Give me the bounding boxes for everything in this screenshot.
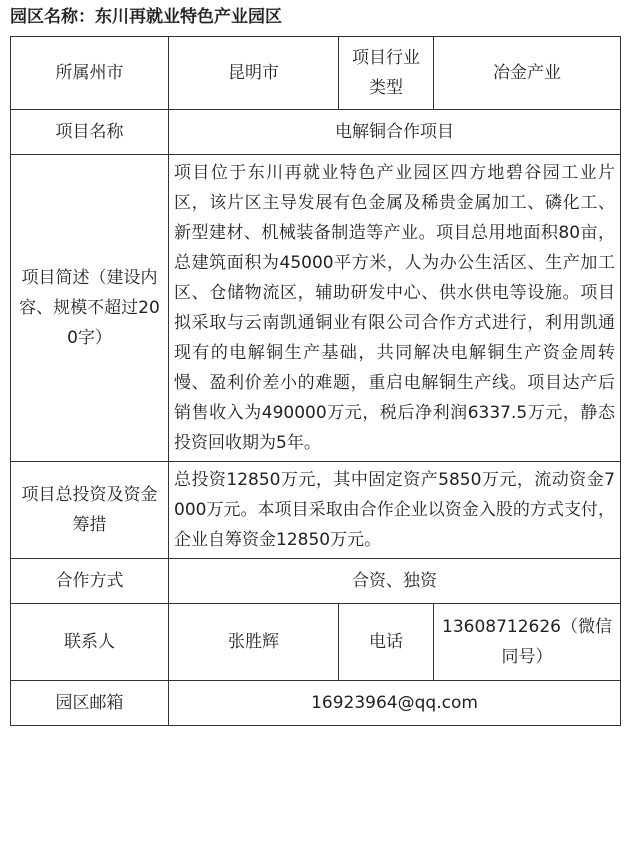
row-cooperation	[11, 559, 621, 604]
industry-label: 项目行业类型	[339, 37, 434, 110]
phone-value: 13608712626（微信同号）	[434, 604, 621, 681]
email-value: 16923964@qq.com	[169, 681, 621, 726]
investment-label: 项目总投资及资金筹措	[11, 462, 169, 559]
project-name-value: 电解铜合作项目	[169, 110, 621, 155]
row-contact-phone	[11, 604, 621, 681]
phone-label: 电话	[339, 604, 434, 681]
contact-value: 张胜辉	[169, 604, 339, 681]
prefecture-value: 昆明市	[169, 37, 339, 110]
project-info-table	[10, 36, 621, 726]
industry-value: 冶金产业	[434, 37, 621, 110]
project-name-label: 项目名称	[11, 110, 169, 155]
row-email	[11, 681, 621, 726]
description-value: 项目位于东川再就业特色产业园区四方地碧谷园工业片区，该片区主导发展有色金属及稀贵金属加工、磷化工、新型建材、机械装备制造等产业。项目总用地面积80亩，总建筑面积为45000平方米，人为办公生活区、生产加工区、仓储物流区，辅助研发中心、供水供电等设施。项目拟采取与云南凯通铜业有限公司合作方式进行，利用凯通现有的电解铜生产基础，共同解决电解铜生产资金周转慢、盈利价差小的难题，重启电解铜生产线。项目达产后销售收入为490000万元，税后净利润6337.5万元，静态投资回收期为5年。	[169, 155, 621, 462]
cooperation-label: 合作方式	[11, 559, 169, 604]
investment-value: 总投资12850万元，其中固定资产5850万元，流动资金7000万元。本项目采取由合作企业以资金入股的方式支付，企业自筹资金12850万元。	[169, 462, 621, 559]
row-description	[11, 155, 621, 462]
row-investment	[11, 462, 621, 559]
park-name-heading: 园区名称：东川再就业特色产业园区	[10, 7, 282, 27]
contact-label: 联系人	[11, 604, 169, 681]
email-label: 园区邮箱	[11, 681, 169, 726]
cooperation-value: 合资、独资	[169, 559, 621, 604]
prefecture-label: 所属州市	[11, 37, 169, 110]
row-prefecture-industry	[11, 37, 621, 110]
row-project-name	[11, 110, 621, 155]
description-label: 项目简述（建设内容、规模不超过200字）	[11, 155, 169, 462]
